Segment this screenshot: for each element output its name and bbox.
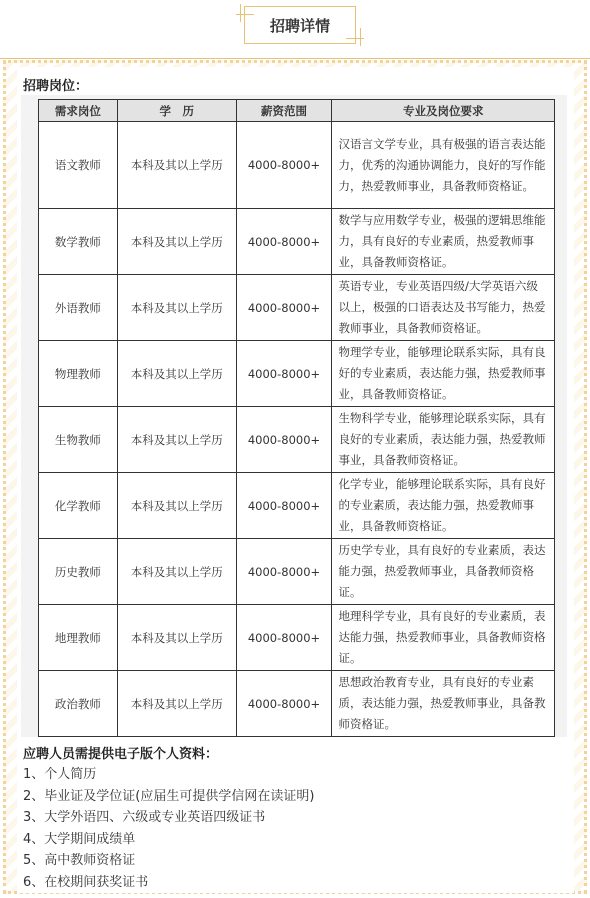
table-header-row	[39, 100, 555, 122]
table-row	[39, 671, 555, 737]
cell-post: 生物教师	[39, 407, 118, 473]
cell-requirements: 物理学专业，能够理论联系实际，具有良好的专业素质，表达能力强，热爱教师事业，具备教师资格证。	[332, 341, 555, 407]
cell-salary: 4000-8000+	[236, 473, 332, 539]
table-row	[39, 407, 555, 473]
list-item: 4、大学期间成绩单	[23, 831, 136, 847]
col-header-requirements: 专业及岗位要求	[332, 100, 555, 122]
col-header-salary: 薪资范围	[236, 100, 332, 122]
cell-post: 物理教师	[39, 341, 118, 407]
table-row	[39, 539, 555, 605]
materials-list	[23, 764, 314, 893]
positions-table	[38, 99, 555, 737]
header	[0, 0, 590, 58]
cell-salary: 4000-8000+	[236, 671, 332, 737]
cell-requirements: 化学专业，能够理论联系实际，具有良好的专业素质，表达能力强，热爱教师事业，具备教师资格证。	[332, 473, 555, 539]
table-row	[39, 275, 555, 341]
col-header-post: 需求岗位	[39, 100, 118, 122]
list-item: 2、毕业证及学位证(应届生可提供学信网在读证明)	[23, 788, 315, 804]
positions-table-image	[21, 95, 567, 737]
list-item: 6、在校期间获奖证书	[23, 874, 149, 890]
cell-requirements: 英语专业，专业英语四级/大学英语六级以上，极强的口语表达及书写能力，热爱教师事业，具备教师资格证。	[332, 275, 555, 341]
cell-post: 外语教师	[39, 275, 118, 341]
cell-post: 政治教师	[39, 671, 118, 737]
page-title-text: 招聘详情	[269, 16, 330, 35]
cell-requirements: 思想政治教育专业，具有良好的专业素质，表达能力强，热爱教师事业，具备教师资格证。	[332, 671, 555, 737]
cell-education: 本科及其以上学历	[117, 605, 236, 671]
table-row	[39, 473, 555, 539]
cell-education: 本科及其以上学历	[117, 671, 236, 737]
cell-education: 本科及其以上学历	[117, 341, 236, 407]
cell-salary: 4000-8000+	[236, 275, 332, 341]
content-panel	[3, 60, 587, 894]
cell-education: 本科及其以上学历	[117, 539, 236, 605]
cell-salary: 4000-8000+	[236, 539, 332, 605]
title-deco-line-right	[346, 38, 364, 39]
cell-education: 本科及其以上学历	[117, 407, 236, 473]
title-deco-line-left	[236, 14, 254, 15]
cell-requirements: 生物科学专业，能够理论联系实际，具有良好的专业素质，表达能力强，热爱教师事业，具备教师资格证。	[332, 407, 555, 473]
cell-post: 语文教师	[39, 122, 118, 209]
cell-education: 本科及其以上学历	[117, 209, 236, 275]
page-title	[244, 6, 356, 44]
cell-salary: 4000-8000+	[236, 341, 332, 407]
cell-requirements: 历史学专业，具有良好的专业素质，表达能力强，热爱教师事业，具备教师资格证。	[332, 539, 555, 605]
table-row	[39, 209, 555, 275]
cell-post: 化学教师	[39, 473, 118, 539]
cell-education: 本科及其以上学历	[117, 122, 236, 209]
cell-salary: 4000-8000+	[236, 209, 332, 275]
cell-post: 历史教师	[39, 539, 118, 605]
cell-salary: 4000-8000+	[236, 122, 332, 209]
cell-requirements: 数学与应用数学专业，极强的逻辑思维能力，具有良好的专业素质，热爱教师事业，具备教师资格证。	[332, 209, 555, 275]
header-divider	[0, 58, 590, 59]
cell-education: 本科及其以上学历	[117, 473, 236, 539]
positions-section-title: 招聘岗位：	[23, 79, 89, 94]
list-item: 5、高中教师资格证	[23, 853, 136, 868]
cell-salary: 4000-8000+	[236, 407, 332, 473]
cell-requirements: 地理科学专业，具有良好的专业素质，表达能力强，热爱教师事业，具备教师资格证。	[332, 605, 555, 671]
list-item: 3、大学外语四、六级或专业英语四级证书	[23, 810, 266, 825]
cell-education: 本科及其以上学历	[117, 275, 236, 341]
table-row	[39, 122, 555, 209]
title-deco-line-left-vert	[240, 4, 241, 22]
table-row	[39, 341, 555, 407]
col-header-education: 学 历	[117, 100, 236, 122]
materials-title: 应聘人员需提供电子版个人资料：	[23, 747, 219, 762]
cell-post: 数学教师	[39, 209, 118, 275]
content-panel-inner	[17, 67, 574, 893]
cell-requirements: 汉语言文学专业，具有极强的语言表达能力，优秀的沟通协调能力，良好的写作能力，热爱教师事业，具备教师资格证。	[332, 122, 555, 209]
list-item: 1、个人简历	[23, 767, 97, 782]
title-deco-line-right-vert	[360, 28, 361, 46]
table-row	[39, 605, 555, 671]
cell-post: 地理教师	[39, 605, 118, 671]
cell-salary: 4000-8000+	[236, 605, 332, 671]
